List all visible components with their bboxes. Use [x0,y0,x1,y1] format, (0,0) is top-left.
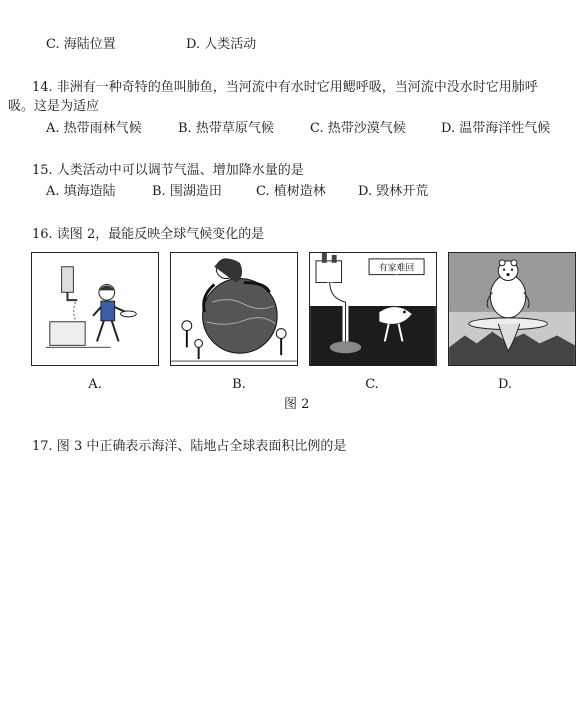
q15-option-a: A. 填海造陆 [46,184,116,199]
figure2-picture-d [448,252,576,366]
figure2-label-d: D. [497,377,513,392]
cartoon-globe-crowd-icon [171,253,297,365]
q15-option-d: D. 毁林开荒 [358,184,429,199]
q14-option-b: B. 热带草原气候 [178,121,274,136]
figure2-picture-a [31,252,159,366]
figure2-picture-c [309,252,437,366]
figure2-caption: 图 2 [284,397,310,412]
q14-stem-line1: 14. 非洲有一种奇特的鱼叫肺鱼，当河流中有水时它用鳃呼吸，当河流中没水时它用肺呼 [32,80,538,95]
q14-stem-line2: 吸。这是为适应 [8,99,100,114]
q13-option-c: C. 海陆位置 [46,37,116,52]
q14-option-a: A. 热带雨林气候 [46,121,142,136]
cartoon-pollution-fish-icon [310,253,436,365]
q15-stem: 15. 人类活动中可以调节气温、增加降水量的是 [32,163,304,178]
q14-option-c: C. 热带沙漠气候 [310,121,406,136]
q15-option-b: B. 围湖造田 [152,184,222,199]
picture-c-sign: 有家难回 [378,263,415,274]
figure2-label-a: A. [88,377,102,392]
q14-option-d: D. 温带海洋性气候 [441,121,551,136]
q17-stem: 17. 图 3 中正确表示海洋、陆地占全球表面积比例的是 [32,439,347,454]
q16-stem: 16. 读图 2，最能反映全球气候变化的是 [32,227,265,242]
cartoon-child-tap-icon [32,253,158,365]
q13-option-d: D. 人类活动 [186,37,257,52]
figure2-label-b: B. [232,377,246,392]
figure2-label-c: C. [365,377,379,392]
figure2-picture-b [170,252,298,366]
cartoon-polar-bear-icon [449,253,575,365]
q15-option-c: C. 植树造林 [256,184,326,199]
